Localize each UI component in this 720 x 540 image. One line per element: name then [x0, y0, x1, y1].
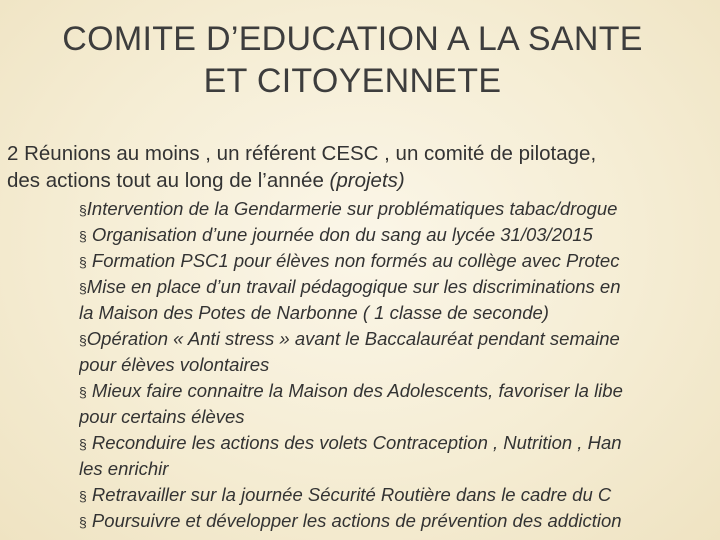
- list-item: § Retravailler sur la journée Sécurité Routière dans le cadre du C: [79, 484, 612, 505]
- list-item-continuation: les enrichir: [79, 458, 169, 479]
- slide-title-line-2: ET CITOYENNETE: [203, 62, 502, 100]
- bullet-marker-icon: §: [79, 436, 87, 452]
- bullet-marker-icon: §: [79, 488, 87, 504]
- list-item: §Opération « Anti stress » avant le Baccalauréat pendant semaine: [79, 328, 620, 349]
- list-item-continuation: pour certains élèves: [79, 406, 245, 427]
- list-item: § Mieux faire connaitre la Maison des Adolescents, favoriser la libe: [79, 380, 623, 401]
- list-item: § Poursuivre et développer les actions de prévention des addiction: [79, 510, 622, 531]
- bullet-marker-icon: §: [79, 202, 87, 218]
- bullet-marker-icon: §: [79, 228, 87, 244]
- intro-line-2-projets: (projets): [329, 169, 405, 192]
- intro-line-1: 2 Réunions au moins , un référent CESC , un comité de pilotage,: [7, 142, 597, 165]
- list-item: §Mise en place d’un travail pédagogique sur les discriminations en: [79, 276, 621, 297]
- bullet-marker-icon: §: [79, 332, 87, 348]
- list-item: §Intervention de la Gendarmerie sur problématiques tabac/drogue: [79, 198, 618, 219]
- intro-paragraph: [7, 140, 712, 194]
- list-item: § Reconduire les actions des volets Contraception , Nutrition , Han: [79, 432, 622, 453]
- slide-title-line-1: COMITE D’EDUCATION A LA SANTE: [62, 20, 643, 58]
- list-item: § Formation PSC1 pour élèves non formés au collège avec Protec: [79, 250, 620, 271]
- bullet-marker-icon: §: [79, 384, 87, 400]
- bullet-marker-icon: §: [79, 280, 87, 296]
- list-item-continuation: la Maison des Potes de Narbonne ( 1 classe de seconde): [79, 302, 549, 323]
- slide-title: [0, 18, 705, 102]
- list-item-continuation: pour élèves volontaires: [79, 354, 270, 375]
- bullet-marker-icon: §: [79, 254, 87, 270]
- actions-list: [79, 196, 720, 534]
- list-item: § Organisation d’une journée don du sang au lycée 31/03/2015: [79, 224, 593, 245]
- bullet-marker-icon: §: [79, 514, 87, 530]
- intro-line-2: des actions tout au long de l’année: [7, 169, 330, 192]
